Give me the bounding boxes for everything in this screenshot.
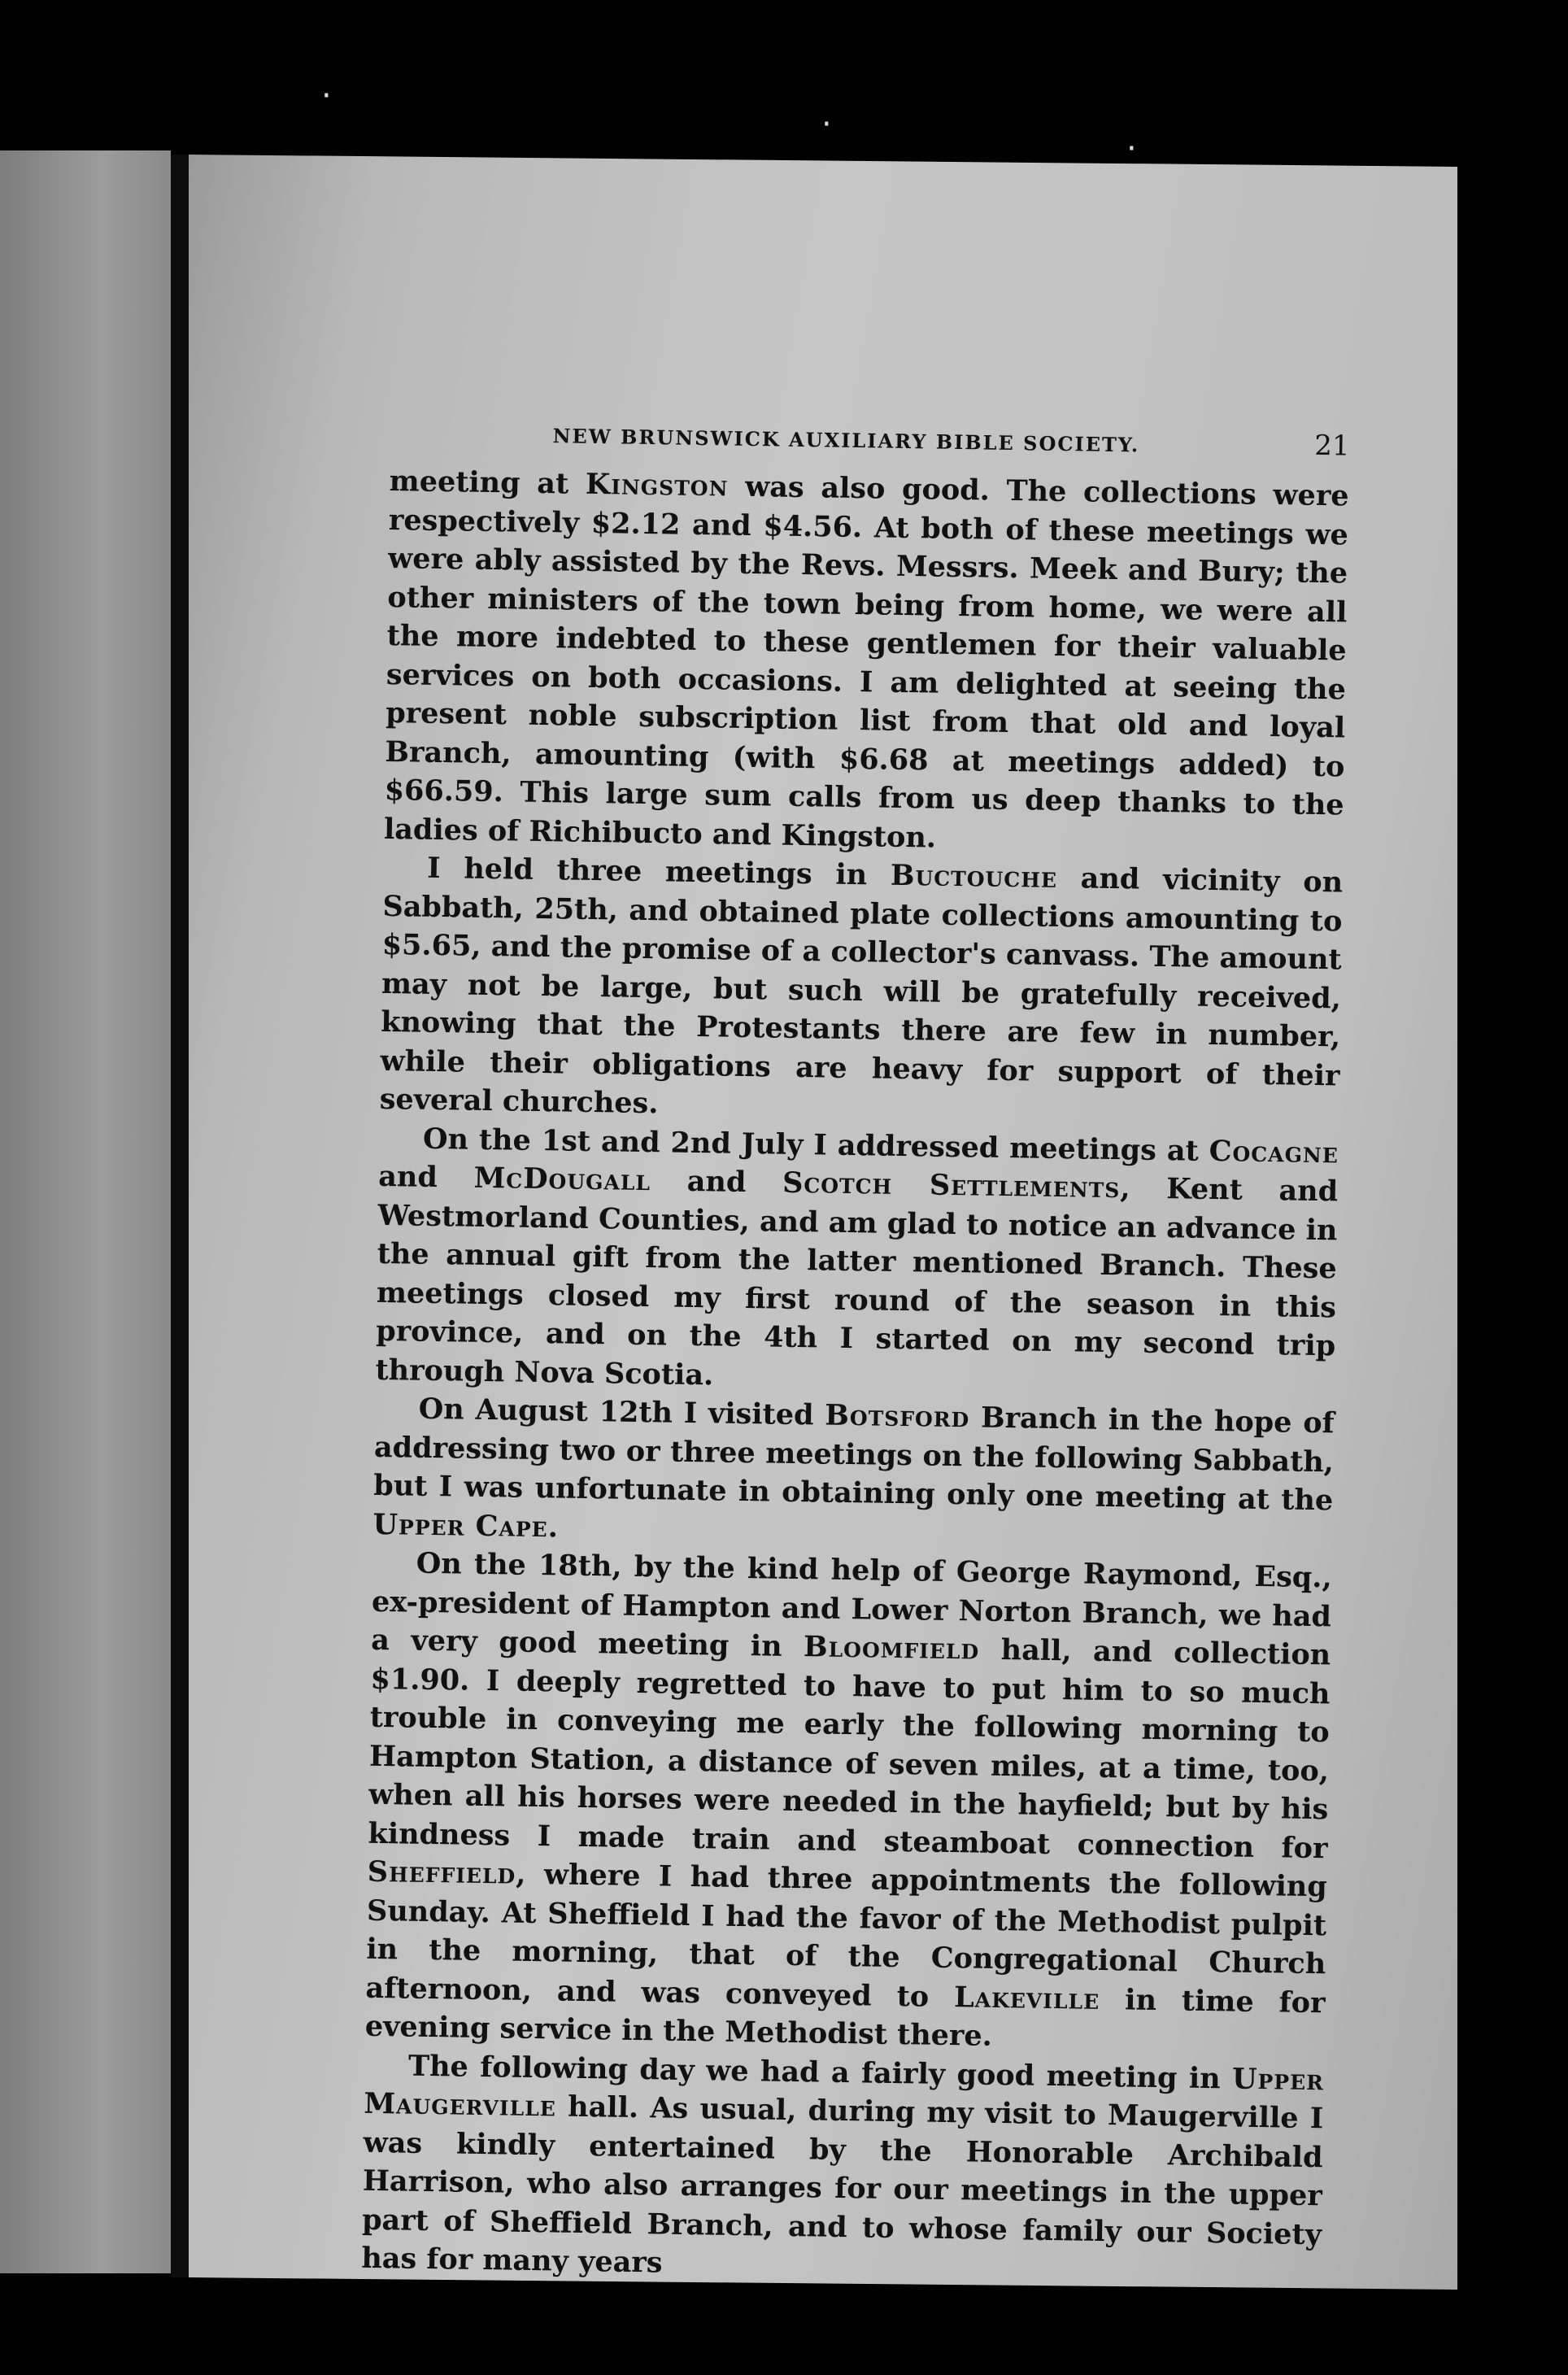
place-name: Bloomfield [803,1630,980,1667]
paragraph [372,1389,1335,1559]
text-run: On August 12th I visited [418,1392,825,1432]
text-run: On the 18th, by the kind help of George Raymond, Esq., ex-president of Hampton and Lower Norton Branch, we had a very good meeting in [371,1546,1333,1664]
place-name: Botsford [824,1398,970,1435]
text-run: and [377,1159,474,1195]
text-run: I held three meetings in [426,851,891,892]
text-run: , Kent and Westmorland Counties, and am glad to notice an advance in the annual gift from the latter mentioned Branch. These meetings closed my first round of the season in this province, and on the 4th I started on my second trip through Nova Scotia. [375,1171,1339,1392]
place-name: Cocagne [1209,1134,1339,1170]
dust-speck-mark: · [821,106,832,143]
paragraph [384,462,1349,863]
text-run: On the 1st and 2nd July I addressed meetings at [422,1122,1210,1168]
place-name: Upper Cape [372,1507,549,1544]
text-run: hall. As usual, during my visit to Maugerville I was kindly entertained by the Honorable Archibald Harrison, who also arranges for our meetings in the upper part of Sheffield Branch, and to whose family our Society has for many years [361,2090,1324,2280]
dust-speck-mark: · [1126,130,1137,168]
text-run: and vicinity on Sabbath, 25th, and obtained plate collections amounting to $5.65, and the promise of a collector's canvass. The amount may not be large, but such will be gratefully received, knowing that the Protestants there are few in number, while their obligations are heavy for support of their several churches. [379,861,1344,1121]
text-run: hall, and collection $1.90. I deeply regretted to have to put him to so much trouble in conveying me early the following morning to Hampton Station, a distance of seven miles, at a time, too, when all his horses were needed in the hayfield; but by his kindness I made train and steamboat connection for [368,1632,1331,1865]
place-name: Buctouche [890,858,1058,895]
place-name: McDougall [473,1161,651,1198]
place-name: Scotch Settlements [782,1166,1121,1205]
place-name: Sheffield [367,1854,516,1891]
facing-page-edge [0,150,171,2273]
paragraph [361,2046,1324,2292]
page-number: 21 [1313,429,1350,463]
text-run: meeting at [389,464,586,501]
page-text-block [361,415,1350,2293]
body-text [361,462,1349,2293]
place-name: Kingston [585,467,729,503]
paragraph [379,848,1343,1134]
text-run: was also good. The collections were respectively $2.12 and $4.56. At both of these meetings we were ably assisted by the Revs. Messrs. Meek and Bury; the other ministers of the town being from home, we were all the more indebted to these gentlemen for their valuable services on both occasions. I am delighted at seeing the present noble subscription list from that old and loyal Branch, amounting (with $6.68 at meetings added) to $66.59. This large sum calls from us deep thanks to the ladies of Richibucto and Kingston. [383,469,1349,855]
text-run: and [650,1164,783,1200]
page-gutter [171,155,189,2277]
place-name: Upper Maugerville [364,2062,1325,2124]
dust-speck-mark: · [321,77,332,115]
running-title: NEW BRUNSWICK AUXILIARY BIBLE SOCIETY. [552,424,1140,457]
paragraph [364,1544,1332,2061]
text-run: The following day we had a fairly good meeting in [407,2049,1233,2096]
place-name: Lakeville [953,1980,1100,2016]
text-run: Branch in the hope of addressing two or three meetings on the following Sabbath, but I was unfortunate in obtaining only one meeting at the [372,1401,1335,1518]
paragraph [375,1118,1339,1404]
text-run: , where I had three appointments the following Sunday. At Sheffield I had the favor of the Methodist pulpit in the morning, that of the Congregational Church afternoon, and was conveyed to [365,1857,1328,2014]
text-run: in time for evening service in the Methodist there. [364,1982,1326,2053]
text-run: . [547,1510,559,1544]
